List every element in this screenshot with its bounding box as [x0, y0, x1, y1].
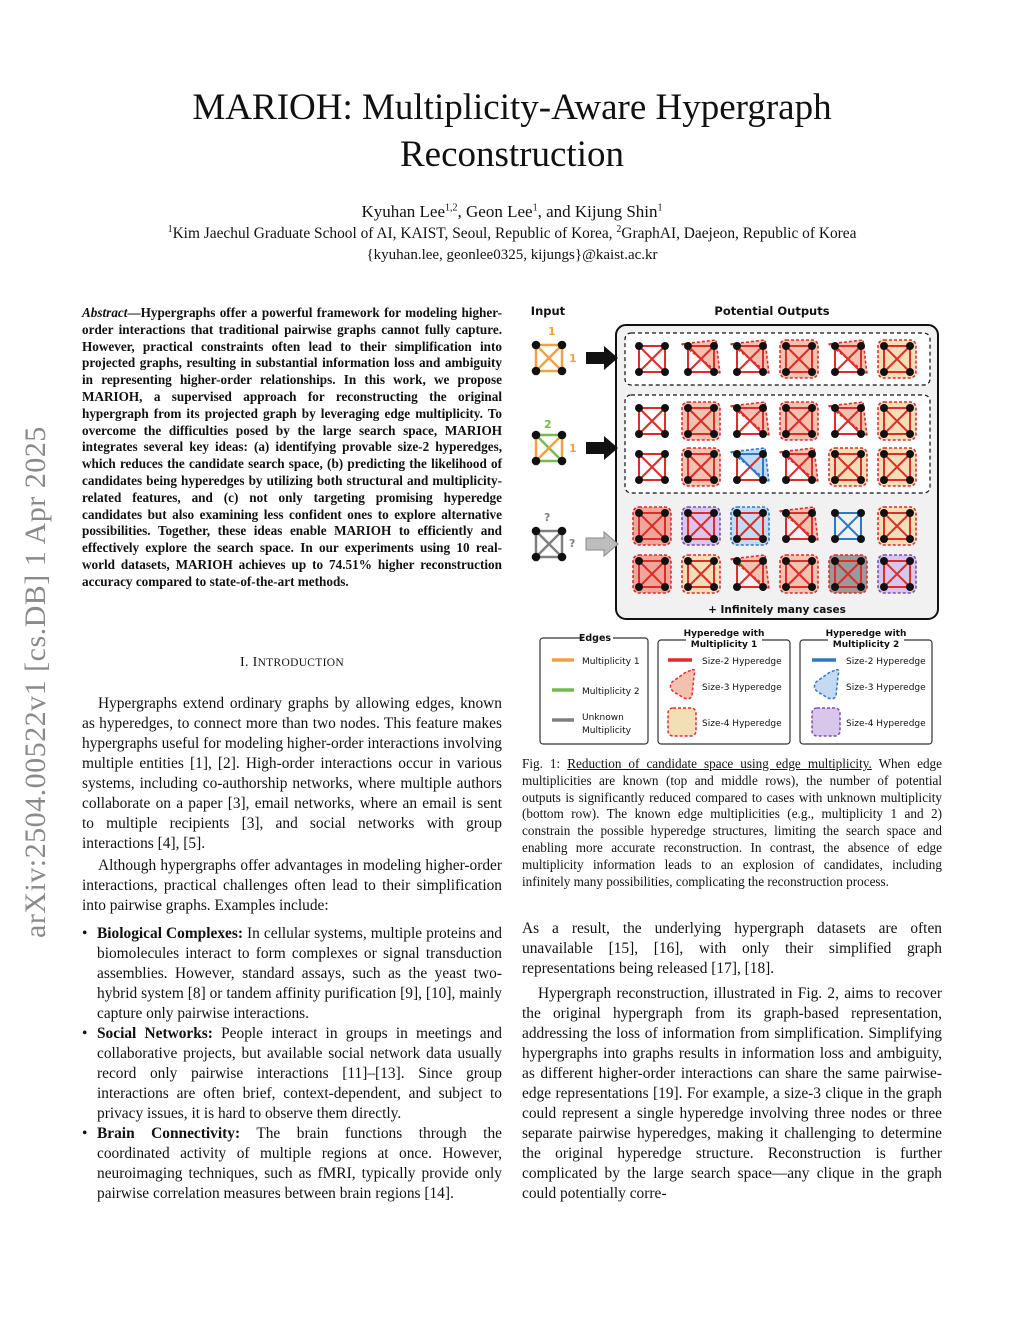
intro-paragraph: Although hypergraphs offer advantages in modeling higher-order interactions, practical challenges often lead to their simplification into pairwise graphs. Examples include:	[82, 857, 502, 914]
graph-node	[661, 368, 669, 376]
candidate-output	[878, 402, 916, 440]
graph-node	[831, 583, 839, 591]
graph-node	[759, 509, 767, 517]
section-title-initial: I	[252, 655, 258, 670]
graph-node	[558, 527, 567, 536]
graph-node	[782, 557, 790, 565]
candidate-output	[829, 448, 867, 486]
graph-node	[759, 450, 767, 458]
candidate-output	[682, 402, 720, 440]
graph-node	[710, 430, 718, 438]
graph-node	[880, 342, 888, 350]
graph-node	[684, 557, 692, 565]
input-graph	[532, 527, 567, 562]
legend-text: Size-4 Hyperedge	[846, 719, 926, 729]
author-list	[62, 201, 962, 222]
list-item-text: In cellular systems, multiple proteins and biomolecules interact to form complexes or signal transduction assemblies. However, standard assays, such as the yeast two-hybrid system [8] or tandem affinity purification [9], [10], mainly capture only pairwise interactions.	[97, 925, 502, 1022]
graph-node	[831, 557, 839, 565]
legend-edges-title: Edges	[578, 633, 612, 644]
list-item	[82, 1124, 502, 1204]
candidate-output	[829, 555, 867, 593]
graph-node	[857, 430, 865, 438]
graph-node	[661, 404, 669, 412]
graph-node	[558, 431, 567, 440]
abstract	[82, 305, 502, 591]
graph-node	[661, 509, 669, 517]
affil-superscript: 2	[616, 223, 622, 235]
graph-node	[831, 450, 839, 458]
graph-node	[857, 583, 865, 591]
arrow-icon	[586, 436, 618, 460]
graph-node	[906, 535, 914, 543]
graph-node	[759, 557, 767, 565]
intro-paragraph: Hypergraphs extend ordinary graphs by allowing edges, known as hyperedges, to connect more than two nodes. This feature makes hypergraphs useful for modeling higher-order interactions involving multiple entities [1], [2]. High-order interactions occur in various systems, including co-authorship networks, where multiple authors collaborate on a paper [3], email networks, where an email is sent to multiple recipients [3], and social networks with group interactions [4], [5].	[82, 695, 502, 852]
caption-prefix: Fig. 1:	[522, 756, 568, 771]
graph-node	[558, 553, 567, 562]
mult-label: 2	[544, 418, 552, 431]
author-separator: , and	[537, 202, 575, 221]
graph-node	[684, 476, 692, 484]
section-number: I.	[240, 655, 253, 670]
graph-node	[661, 450, 669, 458]
graph-node	[759, 430, 767, 438]
graph-node	[733, 404, 741, 412]
list-item	[82, 1024, 502, 1124]
graph-node	[857, 509, 865, 517]
arrow-icon	[586, 532, 618, 556]
graph-node	[733, 509, 741, 517]
legend-text: Size-3 Hyperedge	[702, 683, 782, 693]
graph-node	[558, 341, 567, 350]
list-item-head: Brain Connectivity:	[97, 1125, 241, 1142]
graph-node	[880, 450, 888, 458]
graph-node	[733, 583, 741, 591]
graph-node	[808, 583, 816, 591]
graph-node	[635, 535, 643, 543]
graph-node	[635, 557, 643, 565]
caption-title: Reduction of candidate space using edge multiplicity.	[567, 756, 872, 771]
graph-node	[635, 404, 643, 412]
graph-node	[733, 535, 741, 543]
candidate-output	[633, 555, 671, 593]
graph-node	[635, 450, 643, 458]
graph-node	[710, 476, 718, 484]
graph-node	[808, 535, 816, 543]
arxiv-stamp: arXiv:2504.00522v1 [cs.DB] 1 Apr 2025	[19, 426, 52, 938]
graph-node	[532, 341, 541, 350]
affil-text: Kim Jaechul Graduate School of AI, KAIST, Seoul, Republic of Korea,	[172, 225, 617, 242]
graph-node	[831, 430, 839, 438]
mult-label: 1	[569, 442, 577, 455]
author-emails: {kyuhan.lee, geonlee0325, kijungs}@kaist.ac.kr	[366, 247, 658, 263]
legend-swatch	[668, 708, 696, 736]
author-name: Kijung Shin	[574, 202, 658, 221]
legend-m1-title: Hyperedge with	[683, 629, 765, 639]
graph-node	[782, 535, 790, 543]
input-graph	[532, 431, 567, 466]
graph-node	[831, 368, 839, 376]
graph-node	[831, 404, 839, 412]
graph-node	[635, 583, 643, 591]
graph-node	[880, 557, 888, 565]
graph-node	[782, 430, 790, 438]
infinite-cases-label: + Infinitely many cases	[708, 604, 846, 616]
graph-node	[532, 457, 541, 466]
candidate-output	[780, 340, 818, 378]
graph-node	[558, 367, 567, 376]
section-heading	[82, 655, 502, 671]
graph-node	[532, 431, 541, 440]
graph-node	[808, 368, 816, 376]
graph-node	[906, 583, 914, 591]
legend-text: Size-2 Hyperedge	[702, 657, 782, 667]
graph-node	[733, 342, 741, 350]
graph-node	[733, 450, 741, 458]
mult-label: ?	[569, 537, 576, 550]
candidate-output	[780, 402, 818, 440]
graph-node	[759, 342, 767, 350]
graph-node	[710, 557, 718, 565]
graph-node	[661, 430, 669, 438]
legend-text: Size-4 Hyperedge	[702, 719, 782, 729]
list-item-head: Biological Complexes:	[97, 925, 243, 942]
input-label: Input	[530, 304, 566, 318]
graph-node	[558, 457, 567, 466]
graph-node	[710, 450, 718, 458]
legend-text: Multiplicity	[582, 726, 632, 736]
graph-node	[710, 583, 718, 591]
figure-1	[522, 300, 942, 750]
graph-node	[532, 367, 541, 376]
figure-caption	[522, 756, 942, 890]
graph-node	[684, 583, 692, 591]
list-item	[82, 924, 502, 1024]
graph-node	[857, 535, 865, 543]
paper-title: MARIOH: Multiplicity-Aware Hypergraph Reconstruction	[192, 87, 832, 175]
graph-node	[759, 476, 767, 484]
graph-node	[710, 509, 718, 517]
candidate-output	[780, 555, 818, 593]
graph-node	[635, 430, 643, 438]
candidate-output	[682, 448, 720, 486]
outputs-label: Potential Outputs	[714, 304, 830, 318]
author-superscript: 1	[532, 202, 538, 214]
input-graph	[532, 341, 567, 376]
legend-m2-title: Hyperedge with	[825, 629, 907, 639]
graph-node	[906, 368, 914, 376]
graph-node	[857, 404, 865, 412]
legend-m2-title: Multiplicity 2	[832, 640, 900, 650]
candidate-output	[878, 448, 916, 486]
graph-node	[880, 404, 888, 412]
graph-node	[906, 476, 914, 484]
graph-node	[808, 404, 816, 412]
graph-node	[684, 509, 692, 517]
candidate-output	[731, 507, 769, 545]
graph-node	[782, 342, 790, 350]
graph-node	[906, 509, 914, 517]
graph-node	[661, 535, 669, 543]
affiliations	[62, 224, 962, 244]
legend-text: Unknown	[582, 713, 624, 723]
graph-node	[733, 476, 741, 484]
graph-node	[880, 509, 888, 517]
candidate-output	[878, 555, 916, 593]
graph-node	[906, 404, 914, 412]
graph-node	[661, 583, 669, 591]
author-name: Geon Lee	[466, 202, 533, 221]
graph-node	[906, 450, 914, 458]
graph-node	[808, 509, 816, 517]
graph-node	[759, 404, 767, 412]
graph-node	[684, 404, 692, 412]
legend-text: Size-3 Hyperedge	[846, 683, 926, 693]
candidate-output	[633, 507, 671, 545]
graph-node	[808, 476, 816, 484]
graph-node	[782, 450, 790, 458]
graph-node	[782, 476, 790, 484]
graph-node	[710, 368, 718, 376]
list-item-text: People interact in groups in meetings and collaborative projects, but available social network data usually record only pairwise interactions [11]–[13]. Since group interactions are often brief, context-dependent, and subject to privacy issues, it is hard to observe them directly.	[97, 1025, 502, 1122]
legend-m1-title: Multiplicity 1	[690, 640, 758, 650]
graph-node	[733, 557, 741, 565]
candidate-output	[682, 555, 720, 593]
section-title-rest: NTRODUCTION	[257, 657, 344, 669]
author-superscript: 1,2	[445, 202, 458, 214]
graph-node	[684, 450, 692, 458]
list-item-text: The brain functions through the coordinated activity of multiple regions at once. However, neuroimaging techniques, such as fMRI, typically provide only pairwise correlation measures between brain regions [14].	[97, 1125, 502, 1202]
affil-text: GraphAI, Daejeon, Republic of Korea	[621, 225, 857, 242]
graph-node	[906, 430, 914, 438]
graph-node	[635, 509, 643, 517]
graph-node	[733, 368, 741, 376]
author-separator: ,	[457, 202, 467, 221]
graph-node	[710, 404, 718, 412]
legend-text: Multiplicity 2	[582, 687, 640, 697]
graph-node	[857, 557, 865, 565]
graph-node	[710, 535, 718, 543]
mult-label: ?	[544, 511, 551, 524]
graph-node	[831, 509, 839, 517]
arrow-icon	[586, 346, 618, 370]
abstract-text: —Hypergraphs offer a powerful framework for modeling higher-order interactions that traditional pairwise graphs cannot fully capture. However, practical constraints often lead to their simplification into projected graphs, resulting in substantial information loss and ambiguity in representing higher-order relationships. In this work, we propose MARIOH, a supervised approach for reconstructing the original hypergraph from its projected graph by leveraging edge multiplicity. To overcome the difficulties posed by the large search space, MARIOH integrates several key ideas: (a) identifying provable size-2 hyperedges, which reduces the candidate search space, (b) predicting the likelihood of candidates being hyperedges by utilizing both structural and multiplicity-related features, and (c) not only targeting promising hyperedge candidates but also examining less confident ones to explore alternative possibilities. Together, these ideas enable MARIOH to efficiently and effectively explore the search space. In our experiments using 10 real-world datasets, MARIOH achieves up to 74.51% higher reconstruction accuracy compared to state-of-the-art methods.	[82, 305, 502, 589]
graph-node	[759, 535, 767, 543]
graph-node	[710, 342, 718, 350]
graph-node	[635, 342, 643, 350]
graph-node	[808, 557, 816, 565]
graph-node	[808, 342, 816, 350]
graph-node	[880, 535, 888, 543]
mult-label: 1	[569, 352, 577, 365]
graph-node	[661, 557, 669, 565]
graph-node	[635, 476, 643, 484]
graph-node	[831, 342, 839, 350]
graph-node	[635, 368, 643, 376]
graph-node	[532, 527, 541, 536]
graph-node	[733, 430, 741, 438]
graph-node	[782, 368, 790, 376]
list-item-head: Social Networks:	[97, 1025, 213, 1042]
caption-text: When edge multiplicities are known (top and middle rows), the number of potential outputs is significantly reduced compared to cases with unknown multiplicity (bottom row). The known edge multiplicities (e.g., multiplicity 1 and 2) constrain the possible hyperedge structures, limiting the search space and enabling more accurate reconstruction. In contrast, the absence of edge multiplicity information leads to an explosion of candidates, including infinitely many possibilities, complicating the reconstruction process.	[522, 756, 942, 889]
affil-superscript: 1	[167, 223, 173, 235]
legend-swatch	[812, 708, 840, 736]
graph-node	[661, 476, 669, 484]
graph-node	[857, 476, 865, 484]
graph-node	[880, 476, 888, 484]
graph-node	[782, 404, 790, 412]
graph-node	[906, 342, 914, 350]
graph-node	[880, 430, 888, 438]
graph-node	[857, 368, 865, 376]
graph-node	[880, 583, 888, 591]
graph-node	[532, 553, 541, 562]
graph-node	[684, 342, 692, 350]
candidate-output	[878, 340, 916, 378]
body-paragraph: As a result, the underlying hypergraph datasets are often unavailable [15], [16], with only their simplified graph representations being released [17], [18].	[522, 920, 942, 977]
graph-node	[857, 450, 865, 458]
graph-node	[782, 583, 790, 591]
graph-node	[684, 535, 692, 543]
graph-node	[831, 535, 839, 543]
candidate-output	[878, 507, 916, 545]
graph-node	[661, 342, 669, 350]
graph-node	[857, 342, 865, 350]
graph-node	[808, 450, 816, 458]
candidate-output	[682, 507, 720, 545]
graph-node	[906, 557, 914, 565]
mult-label: 1	[548, 325, 556, 338]
graph-node	[684, 368, 692, 376]
abstract-label: Abstract	[82, 305, 128, 320]
author-name: Kyuhan Lee	[361, 202, 446, 221]
graph-node	[880, 368, 888, 376]
author-superscript: 1	[657, 202, 663, 214]
graph-node	[759, 583, 767, 591]
legend-text: Multiplicity 1	[582, 657, 640, 667]
input-graphs	[532, 341, 567, 562]
graph-node	[831, 476, 839, 484]
graph-node	[808, 430, 816, 438]
graph-node	[782, 509, 790, 517]
legend-text: Size-2 Hyperedge	[846, 657, 926, 667]
example-list	[82, 924, 502, 1204]
graph-node	[684, 430, 692, 438]
graph-node	[759, 368, 767, 376]
body-paragraph: Hypergraph reconstruction, illustrated in Fig. 2, aims to recover the original hypergraph from its graph-based representation, addressing the loss of information from simplification. Simplifying hypergraphs into graphs results in information loss and ambiguity, as different higher-order interactions can share the same pairwise-edge representations [19]. For example, a size-3 clique in the graph could represent a single hyperedge involving three nodes or three separate pairwise hyperedges, making it challenging to determine the original hyperedge structure. Reconstruction is further complicated by the large search space—any clique in the graph could potentially corre-	[522, 985, 942, 1202]
